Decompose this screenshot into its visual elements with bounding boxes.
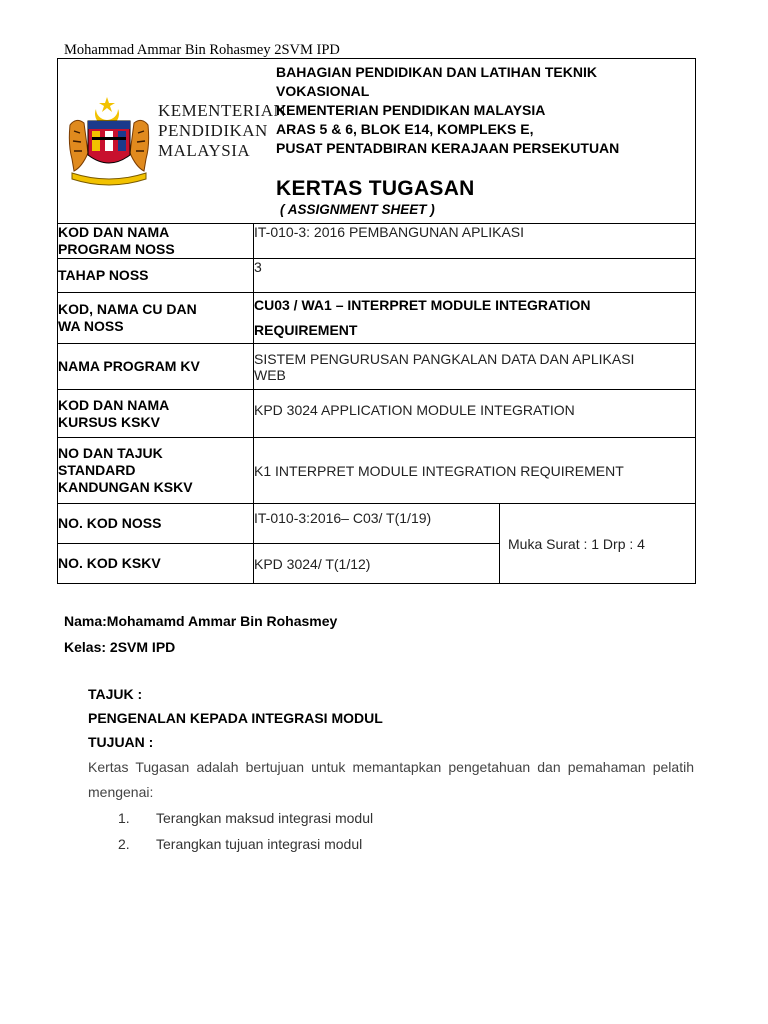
row-value: KPD 3024 APPLICATION MODULE INTEGRATION bbox=[254, 390, 696, 438]
assignment-body bbox=[88, 682, 694, 857]
list-text: Terangkan tujuan integrasi modul bbox=[156, 836, 363, 852]
row-value: 3 bbox=[254, 259, 696, 293]
row-label: NO. KOD NOSS bbox=[58, 504, 254, 544]
row-label: KOD DAN NAMA PROGRAM NOSS bbox=[58, 224, 254, 259]
list-item bbox=[88, 805, 694, 831]
list-text: Terangkan maksud integrasi modul bbox=[156, 810, 374, 826]
row-value: IT-010-3:2016– C03/ T(1/19) bbox=[254, 504, 500, 544]
list-number: 2. bbox=[118, 836, 130, 852]
ministry-logo bbox=[66, 95, 287, 187]
table-row bbox=[58, 259, 696, 293]
row-value: CU03 / WA1 – INTERPRET MODULE INTEGRATION REQUIREMENT bbox=[254, 293, 696, 344]
table-row bbox=[58, 293, 696, 344]
table-row bbox=[58, 504, 696, 544]
list-item bbox=[88, 831, 694, 857]
sheet-title: KERTAS TUGASAN bbox=[276, 177, 475, 200]
list-number: 1. bbox=[118, 810, 130, 826]
document-author-note: Mohammad Ammar Bin Rohasmey 2SVM IPD bbox=[64, 42, 340, 58]
row-value: KPD 3024/ T(1/12) bbox=[254, 544, 500, 584]
row-label: NO DAN TAJUK STANDARD KANDUNGAN KSKV bbox=[58, 438, 254, 504]
row-label: KOD DAN NAMA KURSUS KSKV bbox=[58, 390, 254, 438]
tajuk-value: PENGENALAN KEPADA INTEGRASI MODUL bbox=[88, 710, 383, 726]
row-value: K1 INTERPRET MODULE INTEGRATION REQUIREMENT bbox=[254, 438, 696, 504]
student-class: Kelas: 2SVM IPD bbox=[64, 639, 176, 655]
table-row bbox=[58, 224, 696, 259]
row-value: SISTEM PENGURUSAN PANGKALAN DATA DAN APLIKASI WEB bbox=[254, 344, 696, 390]
student-info bbox=[64, 608, 337, 660]
purpose-paragraph: Kertas Tugasan adalah bertujuan untuk memantapkan pengetahuan dan pemahaman pelatih mengenai: bbox=[88, 759, 694, 800]
header-cell bbox=[58, 59, 696, 224]
tajuk-label: TAJUK : bbox=[88, 686, 143, 702]
row-label: TAHAP NOSS bbox=[58, 259, 254, 293]
ministry-logo-text: KEMENTERIAN PENDIDIKAN MALAYSIA bbox=[158, 101, 287, 160]
page-info: Muka Surat : 1 Drp : 4 bbox=[500, 504, 696, 584]
row-label: NO. KOD KSKV bbox=[58, 544, 254, 584]
malaysia-coat-of-arms-icon bbox=[66, 95, 152, 187]
tujuan-label: TUJUAN : bbox=[88, 734, 154, 750]
sheet-subtitle: ( ASSIGNMENT SHEET ) bbox=[280, 202, 435, 217]
table-row bbox=[58, 390, 696, 438]
row-label: KOD, NAMA CU DAN WA NOSS bbox=[58, 293, 254, 344]
department-address: BAHAGIAN PENDIDIKAN DAN LATIHAN TEKNIK VOKASIONAL KEMENTERIAN PENDIDIKAN MALAYSIA ARAS 5 & 6, BLOK E14, KOMPLEKS E, PUSAT PENTADBIRAN KERAJAAN PERSEKUTUAN bbox=[276, 64, 620, 156]
row-label: NAMA PROGRAM KV bbox=[58, 344, 254, 390]
row-value: IT-010-3: 2016 PEMBANGUNAN APLIKASI bbox=[254, 224, 696, 259]
assignment-header-table bbox=[57, 58, 696, 584]
student-name: Nama:Mohamamd Ammar Bin Rohasmey bbox=[64, 613, 338, 629]
table-row bbox=[58, 438, 696, 504]
table-row bbox=[58, 344, 696, 390]
